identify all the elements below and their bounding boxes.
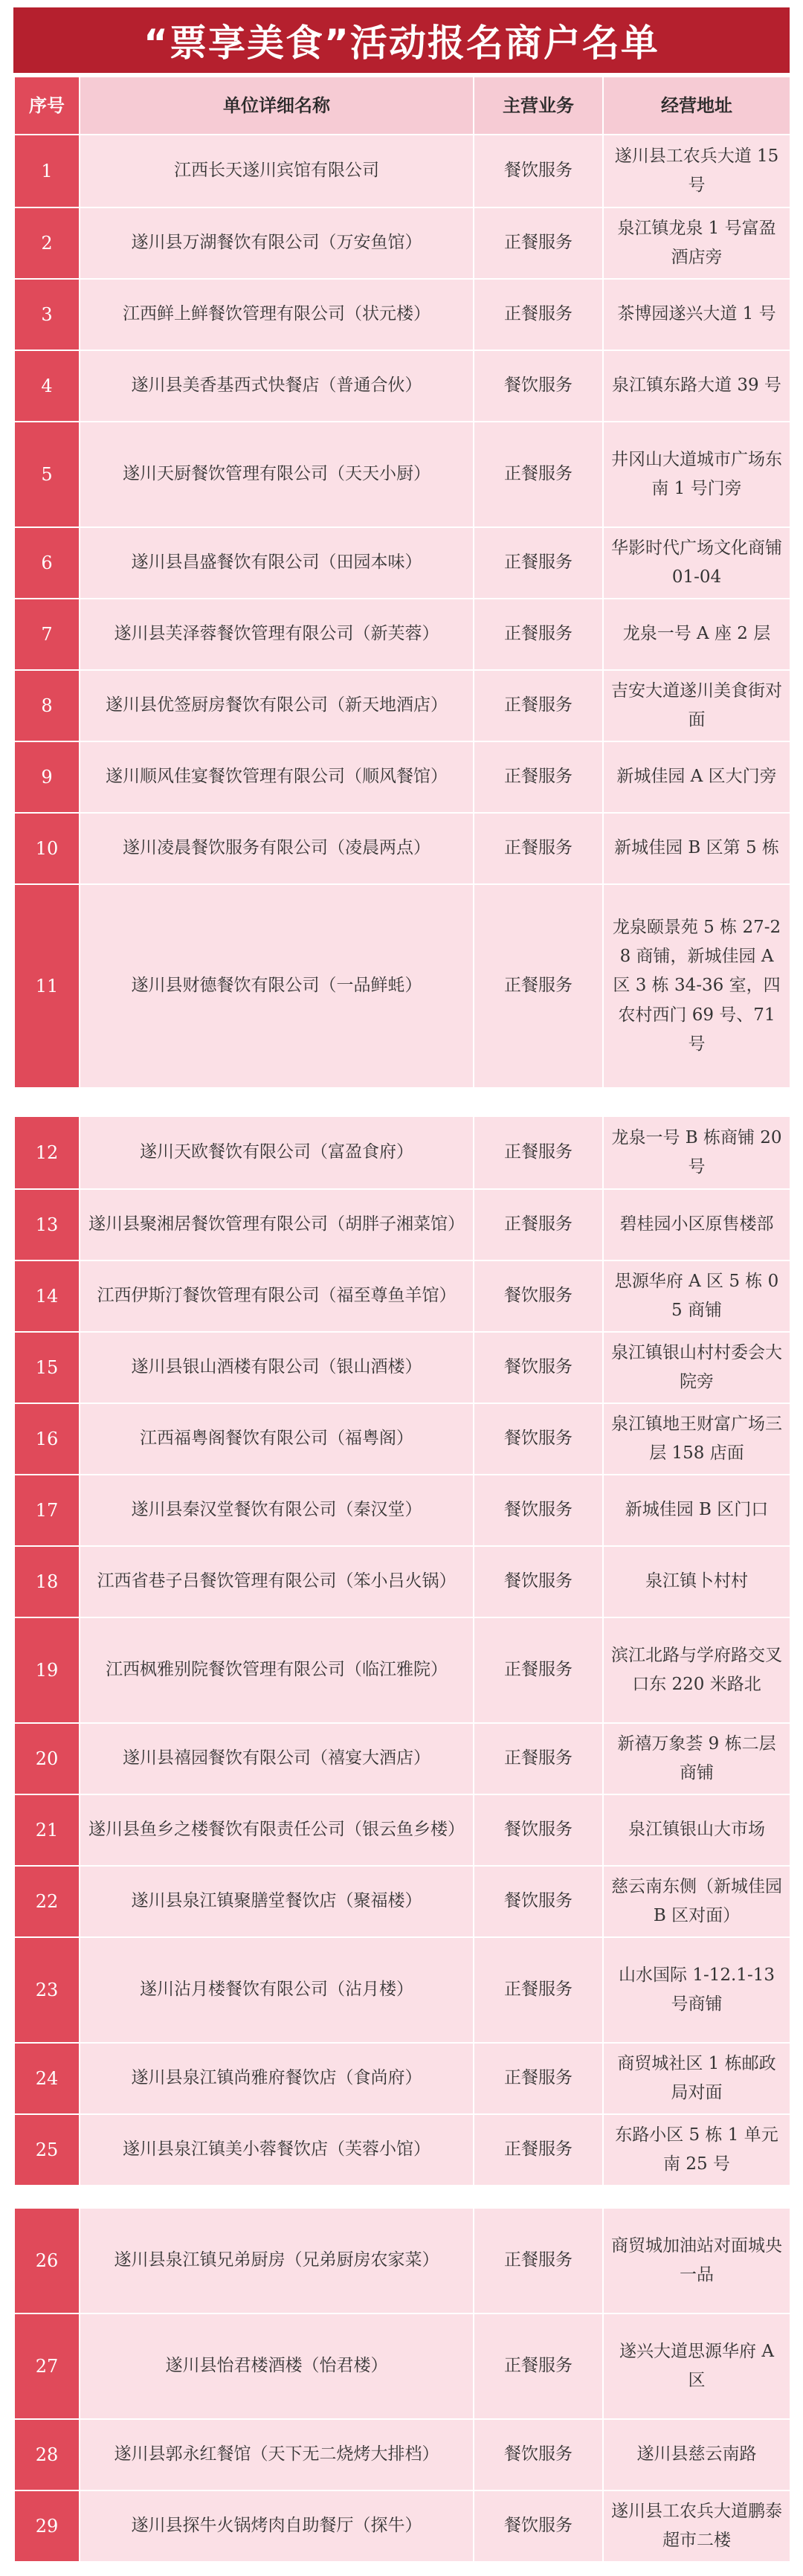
business-address: 慈云南东侧（新城佳园 B 区对面） xyxy=(603,1866,790,1937)
business-address: 遂川县工农兵大道 15 号 xyxy=(603,135,790,207)
row-number: 23 xyxy=(14,1937,80,2043)
business-address: 龙泉颐景苑 5 栋 27-28 商铺，新城佳园 A 区 3 栋 34-36 室，四农村西门 69 号、71 号 xyxy=(603,884,790,1088)
merchant-name: 遂川县优签厨房餐饮有限公司（新天地酒店） xyxy=(80,670,474,741)
main-business: 正餐服务 xyxy=(474,2208,603,2313)
row-number: 10 xyxy=(14,813,80,884)
business-address: 新城佳园 B 区第 5 栋 xyxy=(603,813,790,884)
row-number: 5 xyxy=(14,422,80,527)
main-business: 餐饮服务 xyxy=(474,1866,603,1937)
main-business: 正餐服务 xyxy=(474,1617,603,1723)
merchant-name: 遂川县泉江镇聚膳堂餐饮店（聚福楼） xyxy=(80,1866,474,1937)
table-row xyxy=(14,1260,790,1332)
main-business: 餐饮服务 xyxy=(474,1403,603,1475)
row-number: 14 xyxy=(14,1260,80,1332)
row-number: 9 xyxy=(14,741,80,813)
table-row xyxy=(14,207,790,279)
row-number: 17 xyxy=(14,1475,80,1546)
row-number: 19 xyxy=(14,1617,80,1723)
table-row xyxy=(14,1546,790,1617)
business-address: 龙泉一号 A 座 2 层 xyxy=(603,599,790,670)
header-no: 序号 xyxy=(14,77,80,135)
merchant-name: 江西省巷子吕餐饮管理有限公司（笨小吕火锅） xyxy=(80,1546,474,1617)
page-title: “票享美食”活动报名商户名单 xyxy=(13,7,790,73)
table-row xyxy=(14,2490,790,2562)
business-address: 新禧万象荟 9 栋二层商铺 xyxy=(603,1723,790,1794)
main-business: 餐饮服务 xyxy=(474,2490,603,2562)
business-address: 龙泉一号 B 栋商铺 20 号 xyxy=(603,1116,790,1189)
main-business: 正餐服务 xyxy=(474,2043,603,2114)
row-number: 3 xyxy=(14,279,80,350)
row-number: 24 xyxy=(14,2043,80,2114)
main-business: 正餐服务 xyxy=(474,1937,603,2043)
main-business: 餐饮服务 xyxy=(474,350,603,422)
table-row xyxy=(14,2208,790,2313)
row-number: 11 xyxy=(14,884,80,1088)
table-row xyxy=(14,279,790,350)
main-business: 正餐服务 xyxy=(474,2313,603,2419)
merchant-name: 江西福粤阁餐饮有限公司（福粤阁） xyxy=(80,1403,474,1475)
table-row xyxy=(14,2043,790,2114)
row-number: 12 xyxy=(14,1116,80,1189)
business-address: 碧桂园小区原售楼部 xyxy=(603,1189,790,1260)
row-number: 25 xyxy=(14,2114,80,2186)
business-address: 新城佳园 B 区门口 xyxy=(603,1475,790,1546)
table-row xyxy=(14,2313,790,2419)
table-row xyxy=(14,422,790,527)
row-number: 20 xyxy=(14,1723,80,1794)
header-name: 单位详细名称 xyxy=(80,77,474,135)
table-row xyxy=(14,599,790,670)
main-business: 正餐服务 xyxy=(474,670,603,741)
row-number: 16 xyxy=(14,1403,80,1475)
main-business: 正餐服务 xyxy=(474,813,603,884)
merchant-table-3 xyxy=(13,2207,791,2563)
main-business: 正餐服务 xyxy=(474,599,603,670)
merchant-name: 遂川县财德餐饮有限公司（一品鲜蚝） xyxy=(80,884,474,1088)
table-row xyxy=(14,1189,790,1260)
row-number: 1 xyxy=(14,135,80,207)
merchant-name: 遂川天欧餐饮有限公司（富盈食府） xyxy=(80,1116,474,1189)
merchant-name: 遂川县昌盛餐饮有限公司（田园本味） xyxy=(80,527,474,599)
row-number: 2 xyxy=(14,207,80,279)
row-number: 28 xyxy=(14,2419,80,2490)
row-number: 18 xyxy=(14,1546,80,1617)
business-address: 泉江镇卜村村 xyxy=(603,1546,790,1617)
table-row xyxy=(14,135,790,207)
row-number: 26 xyxy=(14,2208,80,2313)
table-row xyxy=(14,1475,790,1546)
table-row xyxy=(14,884,790,1088)
main-business: 正餐服务 xyxy=(474,1116,603,1189)
merchant-table-2 xyxy=(13,1115,791,2186)
merchant-name: 遂川县郭永红餐馆（天下无二烧烤大排档） xyxy=(80,2419,474,2490)
business-address: 遂川县慈云南路 xyxy=(603,2419,790,2490)
header-business: 主营业务 xyxy=(474,77,603,135)
main-business: 正餐服务 xyxy=(474,2114,603,2186)
merchant-table-1 xyxy=(13,76,791,1089)
row-number: 21 xyxy=(14,1794,80,1866)
main-business: 正餐服务 xyxy=(474,1189,603,1260)
main-business: 餐饮服务 xyxy=(474,1546,603,1617)
main-business: 正餐服务 xyxy=(474,207,603,279)
business-address: 新城佳园 A 区大门旁 xyxy=(603,741,790,813)
row-number: 4 xyxy=(14,350,80,422)
merchant-name: 遂川县泉江镇兄弟厨房（兄弟厨房农家菜） xyxy=(80,2208,474,2313)
table-row xyxy=(14,1937,790,2043)
table-row xyxy=(14,2419,790,2490)
merchant-name: 遂川县芙泽蓉餐饮管理有限公司（新芙蓉） xyxy=(80,599,474,670)
merchant-name: 遂川县美香基西式快餐店（普通合伙） xyxy=(80,350,474,422)
row-number: 15 xyxy=(14,1332,80,1403)
main-business: 正餐服务 xyxy=(474,741,603,813)
merchant-name: 遂川县聚湘居餐饮管理有限公司（胡胖子湘菜馆） xyxy=(80,1189,474,1260)
business-address: 华影时代广场文化商铺 01-04 xyxy=(603,527,790,599)
table-row xyxy=(14,813,790,884)
row-number: 27 xyxy=(14,2313,80,2419)
table-row xyxy=(14,1723,790,1794)
table-row xyxy=(14,1116,790,1189)
business-address: 遂兴大道思源华府 A 区 xyxy=(603,2313,790,2419)
merchant-name: 江西伊斯汀餐饮管理有限公司（福至尊鱼羊馆） xyxy=(80,1260,474,1332)
merchant-name: 遂川县泉江镇尚雅府餐饮店（食尚府） xyxy=(80,2043,474,2114)
business-address: 思源华府 A 区 5 栋 05 商铺 xyxy=(603,1260,790,1332)
row-number: 6 xyxy=(14,527,80,599)
merchant-name: 江西长天遂川宾馆有限公司 xyxy=(80,135,474,207)
merchant-name: 遂川县探牛火锅烤肉自助餐厅（探牛） xyxy=(80,2490,474,2562)
main-business: 正餐服务 xyxy=(474,279,603,350)
row-number: 29 xyxy=(14,2490,80,2562)
merchant-name: 江西鲜上鲜餐饮管理有限公司（状元楼） xyxy=(80,279,474,350)
business-address: 商贸城加油站对面城央一品 xyxy=(603,2208,790,2313)
table-row xyxy=(14,1794,790,1866)
row-number: 22 xyxy=(14,1866,80,1937)
merchant-name: 遂川县鱼乡之楼餐饮有限责任公司（银云鱼乡楼） xyxy=(80,1794,474,1866)
main-business: 正餐服务 xyxy=(474,1723,603,1794)
main-business: 餐饮服务 xyxy=(474,1332,603,1403)
merchant-name: 遂川天厨餐饮管理有限公司（天天小厨） xyxy=(80,422,474,527)
business-address: 泉江镇东路大道 39 号 xyxy=(603,350,790,422)
main-business: 餐饮服务 xyxy=(474,2419,603,2490)
merchant-name: 遂川凌晨餐饮服务有限公司（凌晨两点） xyxy=(80,813,474,884)
main-business: 正餐服务 xyxy=(474,422,603,527)
main-business: 餐饮服务 xyxy=(474,1475,603,1546)
business-address: 泉江镇银山大市场 xyxy=(603,1794,790,1866)
merchant-name: 遂川县秦汉堂餐饮有限公司（秦汉堂） xyxy=(80,1475,474,1546)
table-row xyxy=(14,1866,790,1937)
table-row xyxy=(14,527,790,599)
table-row xyxy=(14,350,790,422)
merchant-name: 遂川县银山酒楼有限公司（银山酒楼） xyxy=(80,1332,474,1403)
table-row xyxy=(14,1617,790,1723)
business-address: 泉江镇龙泉 1 号富盈酒店旁 xyxy=(603,207,790,279)
main-business: 餐饮服务 xyxy=(474,135,603,207)
merchant-name: 遂川县怡君楼酒楼（怡君楼） xyxy=(80,2313,474,2419)
merchant-name: 遂川县万湖餐饮有限公司（万安鱼馆） xyxy=(80,207,474,279)
business-address: 吉安大道遂川美食街对面 xyxy=(603,670,790,741)
business-address: 泉江镇地王财富广场三层 158 店面 xyxy=(603,1403,790,1475)
merchant-name: 遂川县禧园餐饮有限公司（禧宴大酒店） xyxy=(80,1723,474,1794)
table-row xyxy=(14,1332,790,1403)
merchant-name: 遂川县泉江镇美小蓉餐饮店（芙蓉小馆） xyxy=(80,2114,474,2186)
business-address: 井冈山大道城市广场东南 1 号门旁 xyxy=(603,422,790,527)
row-number: 13 xyxy=(14,1189,80,1260)
table-row xyxy=(14,741,790,813)
business-address: 泉江镇银山村村委会大院旁 xyxy=(603,1332,790,1403)
business-address: 滨江北路与学府路交叉口东 220 米路北 xyxy=(603,1617,790,1723)
merchant-name: 遂川顺风佳宴餐饮管理有限公司（顺风餐馆） xyxy=(80,741,474,813)
merchant-name: 遂川沾月楼餐饮有限公司（沾月楼） xyxy=(80,1937,474,2043)
business-address: 茶博园遂兴大道 1 号 xyxy=(603,279,790,350)
business-address: 遂川县工农兵大道鹏泰超市二楼 xyxy=(603,2490,790,2562)
row-number: 7 xyxy=(14,599,80,670)
header-address: 经营地址 xyxy=(603,77,790,135)
merchant-name: 江西枫雅别院餐饮管理有限公司（临江雅院） xyxy=(80,1617,474,1723)
table-row xyxy=(14,1403,790,1475)
table-row xyxy=(14,670,790,741)
main-business: 餐饮服务 xyxy=(474,1260,603,1332)
business-address: 商贸城社区 1 栋邮政局对面 xyxy=(603,2043,790,2114)
row-number: 8 xyxy=(14,670,80,741)
table-header-row xyxy=(14,77,790,135)
main-business: 正餐服务 xyxy=(474,884,603,1088)
business-address: 东路小区 5 栋 1 单元南 25 号 xyxy=(603,2114,790,2186)
main-business: 正餐服务 xyxy=(474,527,603,599)
table-row xyxy=(14,2114,790,2186)
business-address: 山水国际 1-12.1-13 号商铺 xyxy=(603,1937,790,2043)
main-business: 餐饮服务 xyxy=(474,1794,603,1866)
